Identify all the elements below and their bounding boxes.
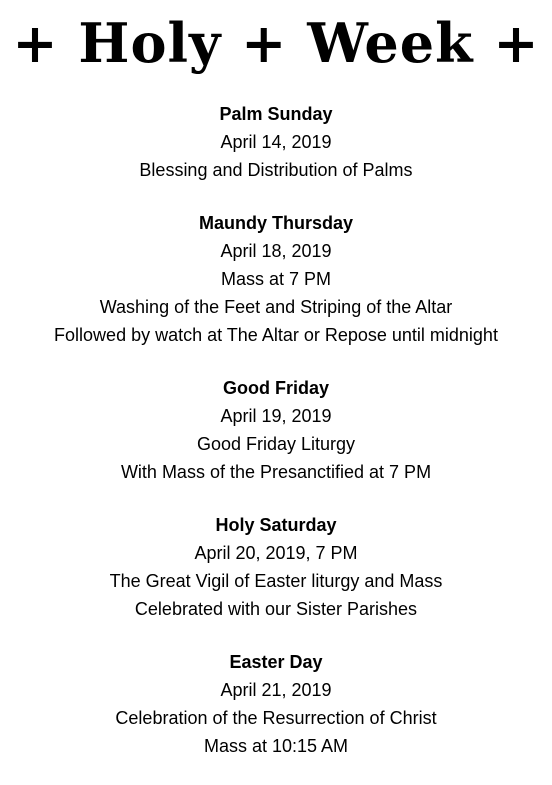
event-name: Palm Sunday bbox=[219, 104, 333, 124]
event-maundy-thursday bbox=[0, 209, 552, 349]
event-detail: Celebrated with our Sister Parishes bbox=[134, 599, 418, 619]
event-easter-day bbox=[0, 648, 552, 760]
event-detail: The Great Vigil of Easter liturgy and Mass bbox=[109, 571, 443, 591]
event-name: Maundy Thursday bbox=[198, 213, 354, 233]
event-name: Easter Day bbox=[229, 652, 323, 672]
event-date: April 20, 2019, 7 PM bbox=[194, 543, 358, 563]
event-name: Holy Saturday bbox=[215, 515, 337, 535]
event-detail: With Mass of the Presanctified at 7 PM bbox=[120, 462, 432, 482]
event-list bbox=[0, 100, 552, 785]
event-detail: Washing of the Feet and Striping of the Altar bbox=[99, 297, 453, 317]
event-date: April 18, 2019 bbox=[220, 241, 332, 261]
page-title: + Holy + Week + bbox=[12, 11, 540, 75]
event-palm-sunday bbox=[0, 100, 552, 184]
event-detail: Mass at 7 PM bbox=[220, 269, 332, 289]
event-date: April 19, 2019 bbox=[220, 406, 332, 426]
event-detail: Followed by watch at The Altar or Repose until midnight bbox=[54, 325, 498, 345]
event-detail: Blessing and Distribution of Palms bbox=[139, 160, 413, 180]
event-date: April 21, 2019 bbox=[220, 680, 332, 700]
event-detail: Celebration of the Resurrection of Christ bbox=[115, 708, 437, 728]
event-name: Good Friday bbox=[222, 378, 329, 398]
event-holy-saturday bbox=[0, 511, 552, 623]
event-detail: Good Friday Liturgy bbox=[196, 434, 356, 454]
event-good-friday bbox=[0, 374, 552, 486]
event-detail: Mass at 10:15 AM bbox=[203, 736, 349, 756]
event-date: April 14, 2019 bbox=[220, 132, 332, 152]
